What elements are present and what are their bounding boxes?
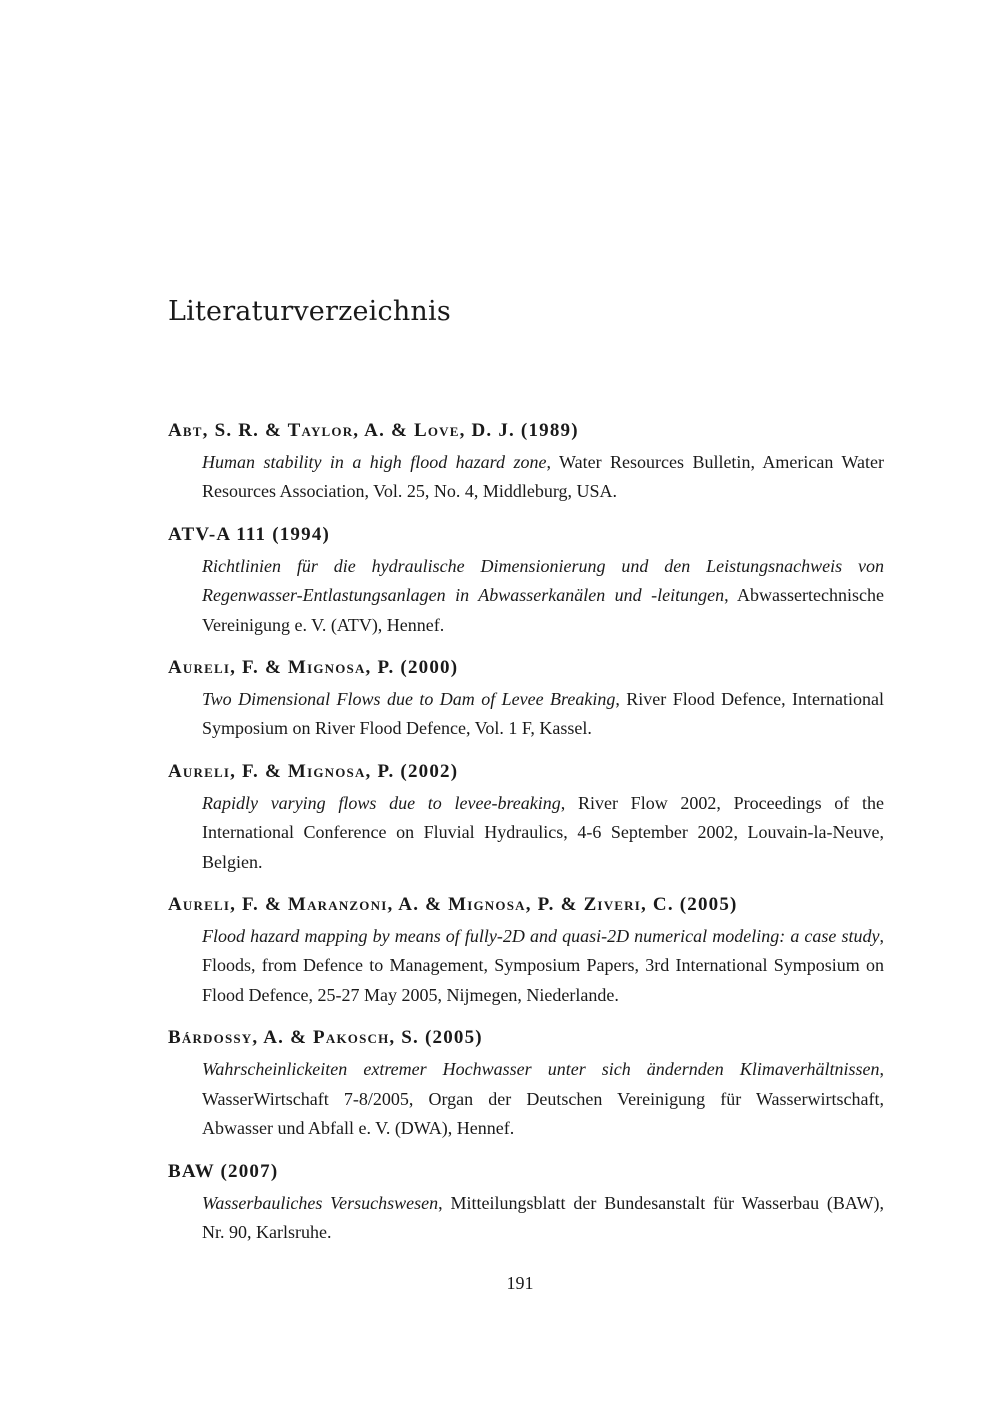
reference-publication: , Water Resources Bulletin, American Water Resources Association, Vol. 25, No. 4, Middleburg, USA. [202, 452, 884, 502]
page-number: 191 [506, 1273, 534, 1293]
reference-title: Richtlinien für die hydraulische Dimensionierung und den Leistungsnachweis von Regenwasser-Entlastungsanlagen in Abwasserkanälen und -leitungen [202, 555, 884, 606]
reference-title: Wasserbauliches Versuchswesen [202, 1192, 439, 1213]
reference-authors-year: Abt, S. R. & Taylor, A. & Love, D. J. (1989) [168, 420, 579, 441]
reference-title: Flood hazard mapping by means of fully-2D and quasi-2D numerical modeling: a case study [202, 926, 880, 947]
chapter-title: Literaturverzeichnis [168, 296, 451, 327]
reference-entry [168, 1158, 884, 1248]
reference-details [202, 448, 884, 507]
reference-entry [168, 654, 884, 744]
reference-authors-year: ATV-A 111 (1994) [168, 523, 331, 545]
reference-title: Human stability in a high flood hazard zone [202, 452, 547, 472]
reference-entry [168, 521, 884, 640]
reference-publication: , River Flow 2002, Proceedings of the International Conference on Fluvial Hydraulics, 4-6 September 2002, Louvain-la-Neuve, Belgien. [202, 792, 884, 872]
reference-entry [168, 417, 884, 507]
reference-title: Rapidly varying flows due to levee-breaking [202, 792, 561, 813]
reference-publication: , River Flood Defence, International Symposium on River Flood Defence, Vol. 1 F, Kassel. [202, 689, 884, 739]
reference-authors-year: Aureli, F. & Mignosa, P. (2002) [168, 760, 459, 782]
reference-publication: , WasserWirtschaft 7-8/2005, Organ der Deutschen Vereinigung für Wasserwirtschaft, Abwasser und Abfall e. V. (DWA), Hennef. [202, 1059, 884, 1139]
reference-details [202, 552, 884, 640]
reference-authors-year: BAW (2007) [168, 1160, 279, 1182]
reference-entry [168, 891, 884, 1010]
reference-authors-year: Aureli, F. & Mignosa, P. (2000) [168, 657, 459, 679]
reference-title: Wahrscheinlickeiten extremer Hochwasser unter sich ändernden Klimaverhältnissen [202, 1059, 880, 1080]
reference-publication: , Mitteilungsblatt der Bundesanstalt für Wasserbau (BAW), Nr. 90, Karlsruhe. [202, 1192, 884, 1242]
reference-authors-year: Bárdossy, A. & Pakosch, S. (2005) [168, 1027, 483, 1049]
reference-publication: , Floods, from Defence to Management, Symposium Papers, 3rd International Symposium on Flood Defence, 25-27 May 2005, Nijmegen, Niederlande. [202, 926, 884, 1005]
reference-details [202, 685, 884, 744]
reference-entry [168, 758, 884, 877]
reference-details [202, 1189, 884, 1248]
reference-entry [168, 1024, 884, 1143]
reference-title: Two Dimensional Flows due to Dam of Levee Breaking [202, 689, 616, 710]
reference-details [202, 789, 884, 877]
reference-details [202, 922, 884, 1010]
reference-publication: , Abwassertechnische Vereinigung e. V. (ATV), Hennef. [202, 585, 884, 635]
reference-list [168, 417, 884, 1261]
reference-details [202, 1055, 884, 1143]
reference-authors-year: Aureli, F. & Maranzoni, A. & Mignosa, P. & Ziveri, C. (2005) [168, 894, 738, 916]
